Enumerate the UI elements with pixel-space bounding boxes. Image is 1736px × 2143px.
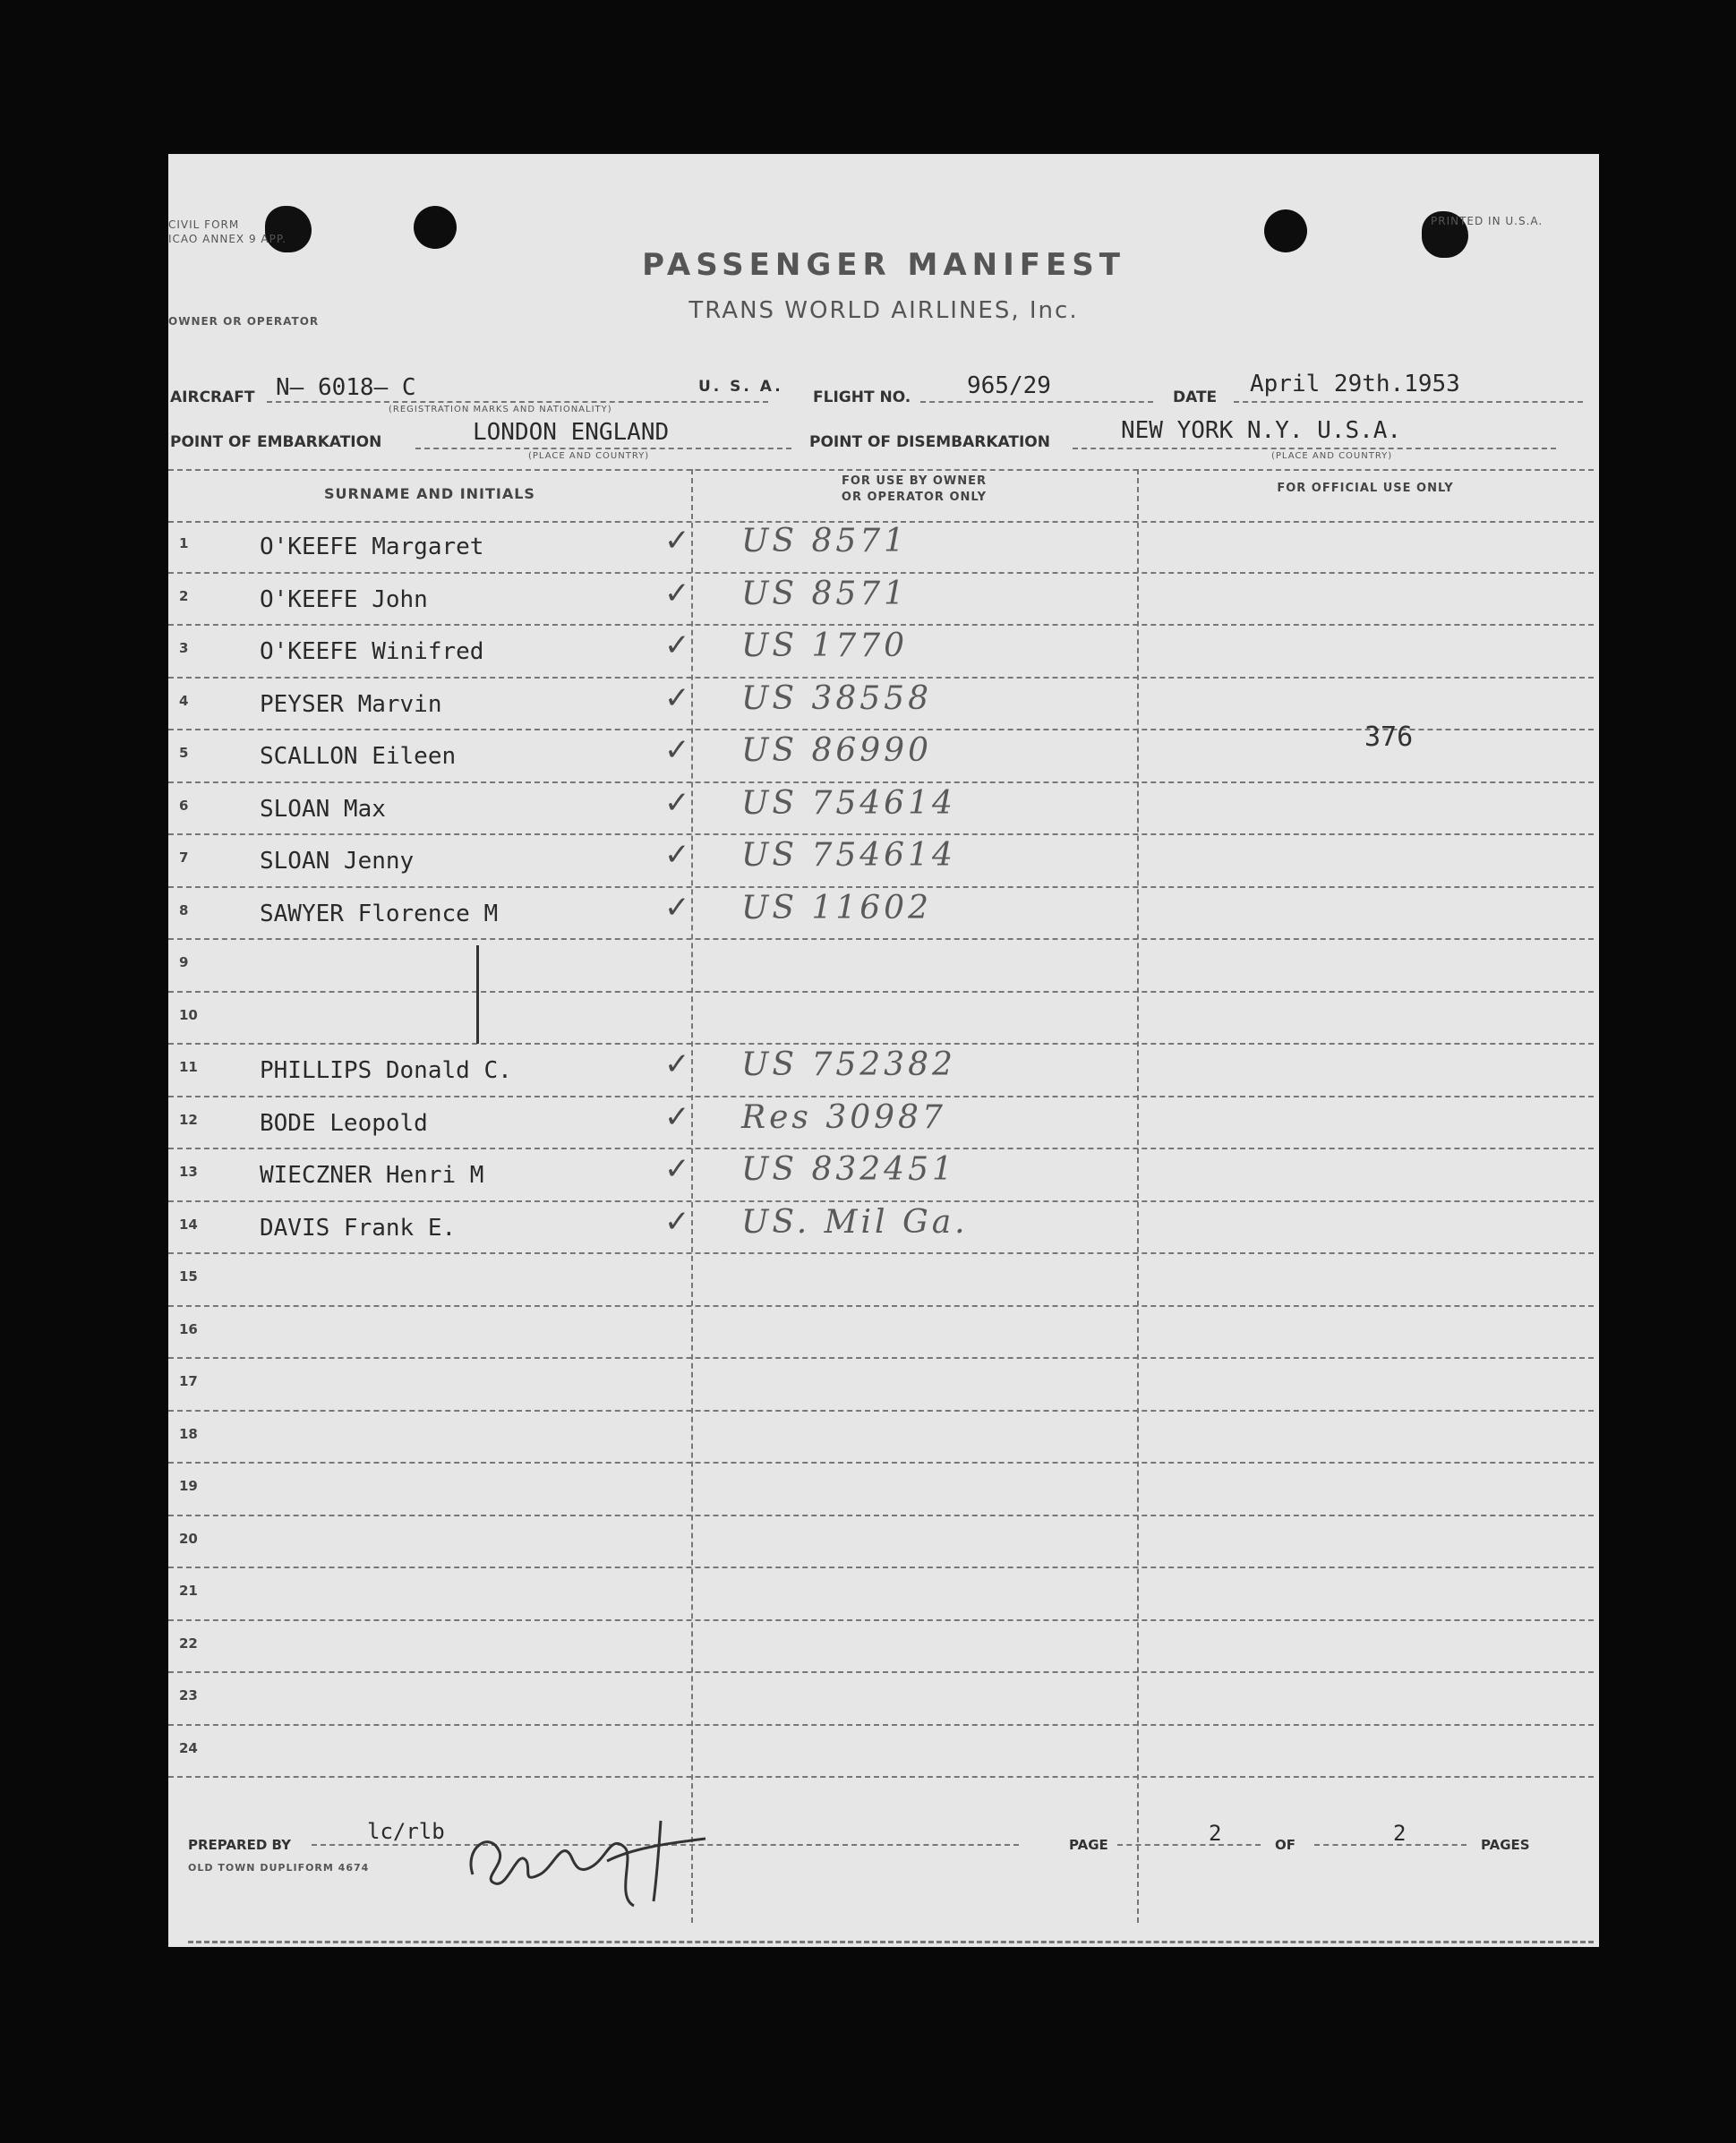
passenger-name: DAVIS Frank E. [260, 1214, 457, 1242]
page-value: 2 [1209, 1821, 1222, 1846]
row-number: 23 [179, 1687, 198, 1703]
row-number: 7 [179, 850, 189, 866]
disembark-underline [1073, 448, 1556, 449]
official-note: 376 [1364, 721, 1414, 753]
table-row [168, 1149, 1594, 1202]
operator-reference: US 832451 [741, 1151, 956, 1188]
row-number: 3 [179, 640, 189, 656]
row-number: 2 [179, 587, 189, 604]
owner-operator-label: OWNER OR OPERATOR [168, 315, 320, 328]
table-row [168, 940, 1594, 993]
table-row [168, 1254, 1594, 1307]
table-row [168, 1726, 1594, 1779]
row-number: 20 [179, 1530, 198, 1547]
total-pages-value: 2 [1393, 1821, 1407, 1846]
table-row [168, 1516, 1594, 1569]
total-underline [1314, 1844, 1467, 1846]
checkmark-icon: ✓ [664, 1203, 690, 1240]
header-surname: SURNAME AND INITIALS [324, 485, 535, 502]
row-number: 11 [179, 1059, 198, 1075]
operator-reference: Res 30987 [741, 1098, 946, 1136]
table-row [168, 1568, 1594, 1621]
row-number: 17 [179, 1373, 198, 1389]
row-rule [168, 1776, 1594, 1778]
table-row [168, 626, 1594, 679]
checkmark-icon: ✓ [664, 837, 690, 873]
row-number: 10 [179, 1006, 198, 1023]
flight-underline [920, 401, 1153, 403]
date-label: DATE [1173, 388, 1218, 406]
passenger-name: WIECZNER Henri M [260, 1162, 484, 1189]
checkmark-icon: ✓ [664, 1151, 690, 1187]
pages-label: PAGES [1481, 1837, 1530, 1853]
airline-name: TRANS WORLD AIRLINES, Inc. [688, 297, 1079, 324]
operator-reference: US 754614 [741, 784, 956, 822]
table-row [168, 993, 1594, 1046]
row-number: 24 [179, 1739, 198, 1756]
form-code-line2: ICAO ANNEX 9 APP. [168, 233, 287, 245]
table-row [168, 1359, 1594, 1412]
table-row [168, 1673, 1594, 1726]
aircraft-underline [267, 401, 768, 403]
header-official: FOR OFFICIAL USE ONLY [1277, 482, 1454, 495]
operator-reference: US 38558 [741, 679, 932, 717]
passenger-name: O'KEEFE John [260, 585, 428, 613]
printed-in: PRINTED IN U.S.A. [1431, 215, 1544, 227]
table-row [168, 1097, 1594, 1150]
aircraft-value: N— 6018— C [276, 374, 416, 401]
page-label: PAGE [1069, 1837, 1108, 1853]
row-number: 5 [179, 745, 189, 761]
passenger-name: BODE Leopold [260, 1109, 428, 1137]
embark-value: LONDON ENGLAND [473, 419, 670, 446]
row-number: 22 [179, 1635, 198, 1652]
punch-hole-left [414, 206, 457, 249]
checkmark-icon: ✓ [664, 628, 690, 663]
disembark-note: (PLACE AND COUNTRY) [1271, 451, 1393, 461]
passenger-name: PHILLIPS Donald C. [260, 1057, 512, 1084]
flight-label: FLIGHT NO. [813, 388, 911, 406]
table-row [168, 1202, 1594, 1255]
header-owner-use-1: FOR USE BY OWNER [841, 474, 988, 488]
embark-label: POINT OF EMBARKATION [170, 433, 382, 451]
table-row [168, 1045, 1594, 1097]
ink-blot-left [265, 206, 312, 252]
header-owner-use-2: OR OPERATOR ONLY [841, 491, 988, 504]
form-code: OLD TOWN DUPLIFORM 4674 [188, 1862, 370, 1874]
operator-reference: US 11602 [741, 889, 932, 926]
prepared-value: lc/rlb [367, 1819, 445, 1844]
punch-hole-right [1264, 209, 1307, 252]
table-bottom-rule [188, 1941, 1594, 1943]
passenger-name: SAWYER Florence M [260, 900, 499, 927]
prepared-label: PREPARED BY [188, 1837, 291, 1853]
disembark-label: POINT OF DISEMBARKATION [809, 433, 1050, 451]
date-underline [1234, 401, 1583, 403]
row-number: 18 [179, 1425, 198, 1442]
passenger-name: SCALLON Eileen [260, 743, 457, 770]
passenger-name: SLOAN Max [260, 795, 386, 823]
table-row [168, 1621, 1594, 1674]
checkmark-icon: ✓ [664, 679, 690, 716]
manifest-title: PASSENGER MANIFEST [642, 247, 1125, 283]
table-row [168, 835, 1594, 888]
row-number: 15 [179, 1268, 198, 1285]
flight-value: 965/29 [967, 372, 1051, 399]
form-code-line1: CIVIL FORM [168, 218, 240, 231]
checkmark-icon: ✓ [664, 1046, 690, 1082]
table-row [168, 888, 1594, 941]
checkmark-icon: ✓ [664, 889, 690, 926]
page-underline [1117, 1844, 1261, 1846]
operator-reference: US 754614 [741, 837, 956, 874]
operator-reference: US 8571 [741, 523, 909, 559]
of-label: OF [1275, 1837, 1296, 1853]
passenger-name: O'KEEFE Margaret [260, 534, 484, 560]
table-row [168, 1464, 1594, 1516]
row-number: 21 [179, 1583, 198, 1599]
operator-reference: US. Mil Ga. [741, 1203, 969, 1241]
row-number: 12 [179, 1111, 198, 1128]
table-top-rule [168, 469, 1594, 471]
nationality: U. S. A. [698, 378, 783, 396]
operator-reference: US 8571 [741, 575, 909, 612]
row-number: 6 [179, 797, 189, 814]
table-row [168, 1307, 1594, 1360]
checkmark-icon: ✓ [664, 523, 690, 559]
row-number: 4 [179, 692, 189, 709]
operator-reference: US 86990 [741, 732, 932, 769]
row-number: 19 [179, 1478, 198, 1494]
embark-underline [415, 448, 791, 449]
manifest-sheet [168, 154, 1599, 1947]
operator-reference: US 752382 [741, 1046, 956, 1083]
margin-mark [476, 945, 479, 1044]
row-number: 16 [179, 1320, 198, 1337]
passenger-name: PEYSER Marvin [260, 690, 442, 718]
passenger-name: SLOAN Jenny [260, 848, 415, 875]
date-value: April 29th.1953 [1250, 371, 1460, 397]
registration-note: (REGISTRATION MARKS AND NATIONALITY) [389, 405, 612, 414]
table-row [168, 1412, 1594, 1464]
table-row [168, 574, 1594, 627]
checkmark-icon: ✓ [664, 784, 690, 821]
row-number: 9 [179, 954, 189, 970]
aircraft-label: AIRCRAFT [170, 388, 255, 406]
table-row [168, 783, 1594, 836]
disembark-value: NEW YORK N.Y. U.S.A. [1121, 417, 1402, 444]
passenger-name: O'KEEFE Winifred [260, 638, 484, 665]
signature [455, 1812, 741, 1910]
checkmark-icon: ✓ [664, 732, 690, 768]
embark-note: (PLACE AND COUNTRY) [528, 451, 650, 461]
operator-reference: US 1770 [741, 628, 909, 664]
row-number: 8 [179, 901, 189, 918]
checkmark-icon: ✓ [664, 575, 690, 611]
row-number: 14 [179, 1216, 198, 1233]
row-number: 13 [179, 1164, 198, 1180]
row-number: 1 [179, 535, 189, 551]
checkmark-icon: ✓ [664, 1098, 690, 1135]
table-row [168, 521, 1594, 574]
